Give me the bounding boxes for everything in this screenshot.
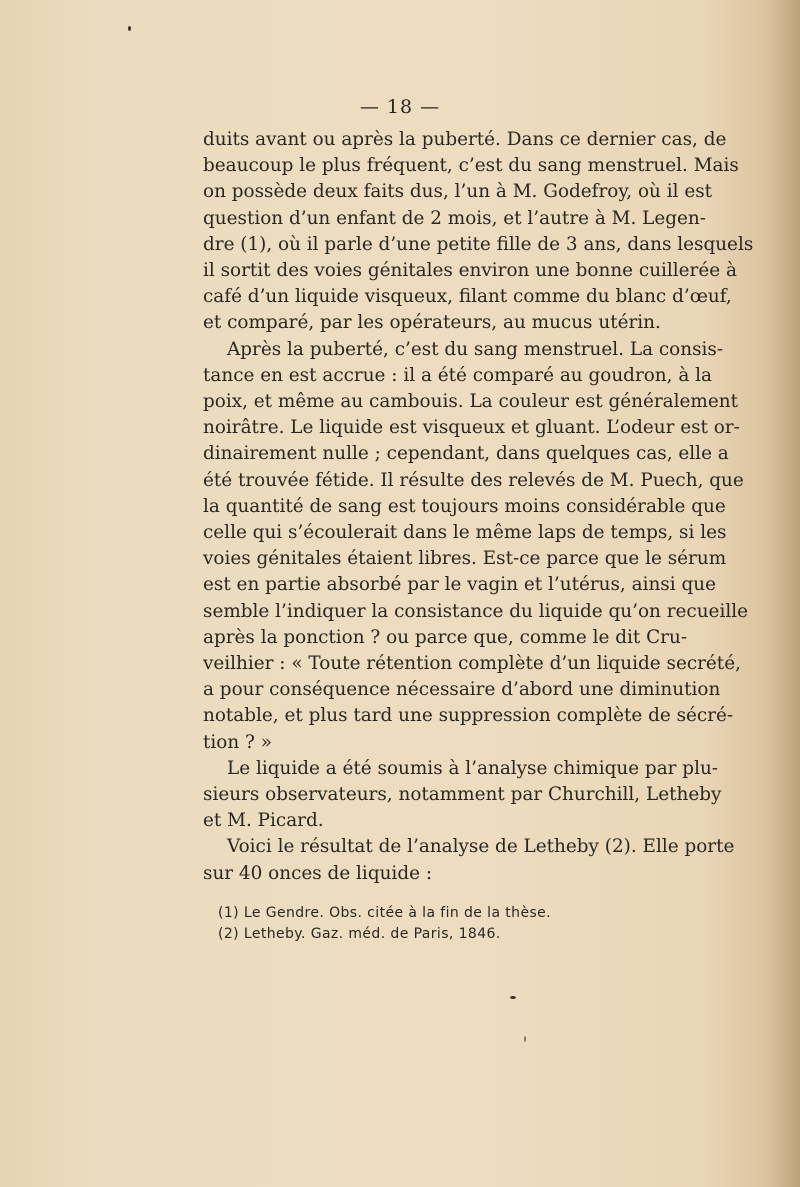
text-line: dinairement nulle ; cependant, dans quelques cas, elle a [203,443,729,465]
text-line: sieurs observateurs, notamment par Churchill, Letheby [203,784,722,806]
footnote-2: (2) Letheby. Gaz. méd. de Paris, 1846. [218,926,501,942]
text-line: question d’un enfant de 2 mois, et l’autre à M. Legen- [203,207,706,229]
text-line: Après la puberté, c’est du sang menstruel. La consis- [227,338,724,360]
paper-speck [524,1036,526,1042]
text-line: sur 40 onces de liquide : [203,862,433,884]
text-line: et M. Picard. [203,810,324,832]
footnote-1: (1) Le Gendre. Obs. citée à la fin de la thèse. [218,905,552,921]
text-line: noirâtre. Le liquide est visqueux et gluant. L’odeur est or- [203,417,740,439]
body-text [203,127,754,887]
text-line: après la ponction ? ou parce que, comme le dit Cru- [203,626,688,648]
text-line: semble l’indiquer la consistance du liquide qu’on recueille [203,600,748,622]
text-line: poix, et même au cambouis. La couleur est généralement [203,391,738,413]
text-line: été trouvée fétide. Il résulte des relevés de M. Puech, que [203,469,744,491]
text-line: Le liquide a été soumis à l’analyse chimique par plu- [227,757,719,779]
text-line: on possède deux faits dus, l’un à M. Godefroy, où il est [203,181,713,203]
text-line: il sortit des voies génitales environ une bonne cuillerée à [203,260,737,282]
paper-speck [510,996,516,999]
page-number: — 18 — [359,96,441,118]
text-line: a pour conséquence nécessaire d’abord une diminution [203,679,721,701]
text-line: dre (1), où il parle d’une petite fille de 3 ans, dans lesquels [203,233,754,255]
page-edge-shadow [766,0,800,1187]
text-line: café d’un liquide visqueux, filant comme du blanc d’œuf, [203,286,732,308]
footnotes [218,903,678,945]
text-line: la quantité de sang est toujours moins considérable que [203,495,726,517]
text-line: beaucoup le plus fréquent, c’est du sang menstruel. Mais [203,155,739,177]
text-line: est en partie absorbé par le vagin et l’utérus, ainsi que [203,574,716,596]
text-line: veilhier : « Toute rétention complète d’un liquide secrété, [203,653,741,675]
text-line: tance en est accrue : il a été comparé au goudron, à la [203,364,712,386]
text-line: tion ? » [203,731,272,753]
text-line: celle qui s’écoulerait dans le même laps de temps, si les [203,522,727,544]
text-line: Voici le résultat de l’analyse de Letheby (2). Elle porte [227,836,735,858]
text-line: duits avant ou après la puberté. Dans ce dernier cas, de [203,129,727,150]
paper-speck [128,26,131,31]
text-line: notable, et plus tard une suppression complète de sécré- [203,705,734,727]
text-line: voies génitales étaient libres. Est-ce parce que le sérum [203,548,727,570]
text-line: et comparé, par les opérateurs, au mucus utérin. [203,312,661,334]
